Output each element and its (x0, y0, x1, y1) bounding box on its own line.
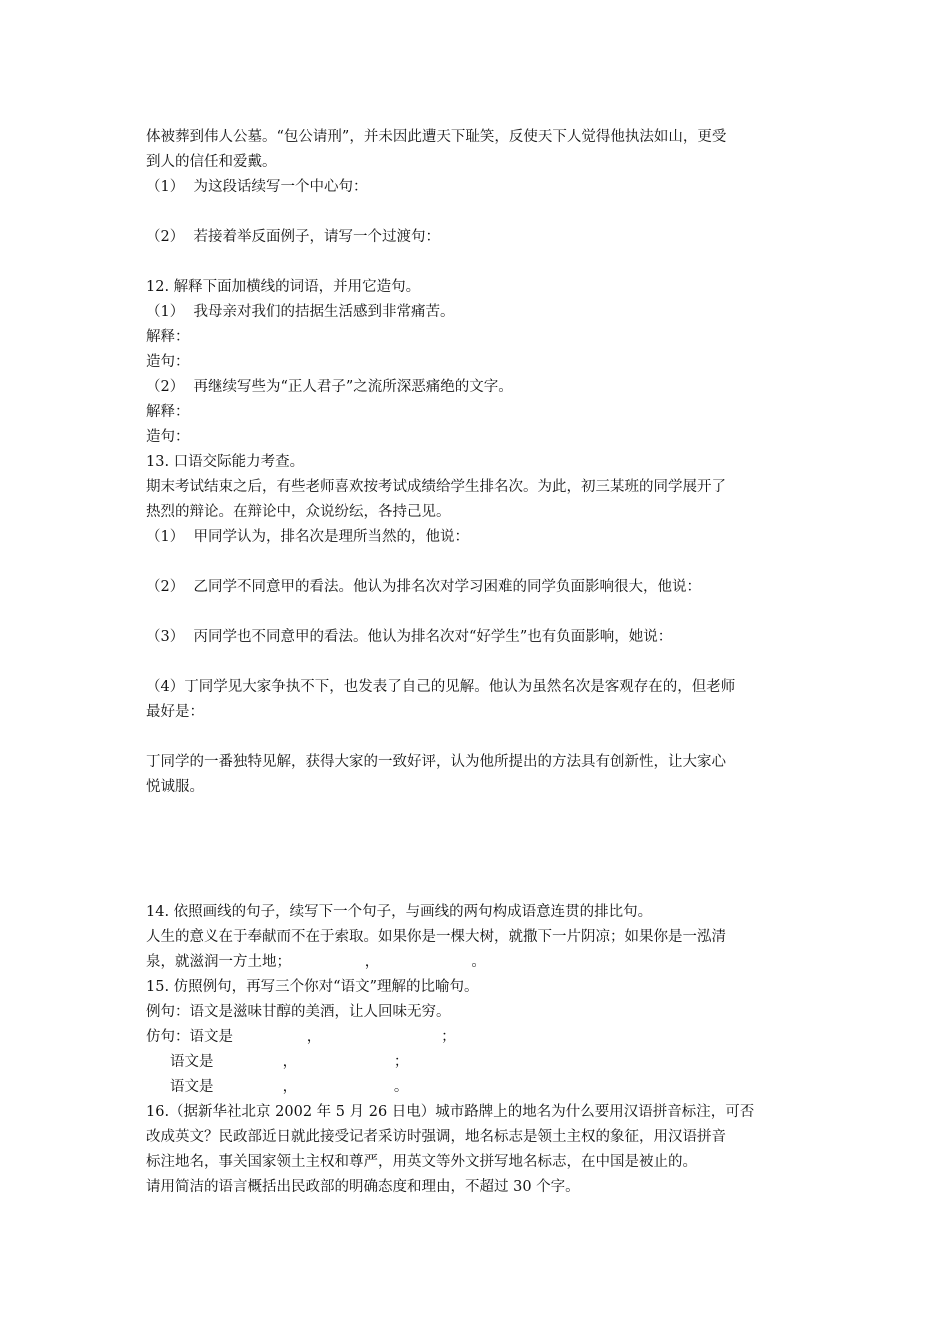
paragraph-line: 请用简洁的语言概括出民政部的明确态度和理由，不超过 30 个字。 (146, 1179, 580, 1195)
paragraph-line: 热烈的辩论。在辩论中，众说纷纭，各持己见。 (146, 504, 451, 520)
question-heading: 15. 仿照例句，再写三个你对“语文”理解的比喻句。 (146, 979, 479, 995)
answer-space (146, 250, 816, 275)
question-item: （2） 再继续写些为“正人君子”之流所深恶痛绝的文字。 (146, 379, 513, 395)
question-heading: 13. 口语交际能力考查。 (146, 454, 305, 470)
question-item: （3） 丙同学也不同意甲的看法。他认为排名次对“好学生”也有负面影响，她说： (146, 629, 673, 645)
answer-space (146, 550, 816, 575)
answer-label: 解释： (146, 404, 190, 420)
paragraph-line: 体被葬到伟人公墓。“包公请刑”，并未因此遭天下耻笑，反使天下人觉得他执法如山，更受 (146, 129, 727, 145)
imitation-sentence: 仿句：语文是 ， ； (146, 1029, 456, 1045)
imitation-sentence: 语文是 ， ； (170, 1054, 409, 1070)
answer-label: 造句： (146, 354, 190, 370)
question-item: （4）丁同学见大家争执不下，也发表了自己的见解。他认为虽然名次是客观存在的，但老师 (146, 679, 736, 695)
paragraph-line: 标注地名，事关国家领土主权和尊严，用英文等外文拼写地名标志，在中国是被止的。 (146, 1154, 697, 1170)
answer-space (146, 600, 816, 625)
question-item: （1） 我母亲对我们的拮据生活感到非常痛苦。 (146, 304, 455, 320)
question-heading: 16.（据新华社北京 2002 年 5 月 26 日电）城市路牌上的地名为什么要用汉语拼音标注，可否 (146, 1104, 755, 1120)
question-heading: 14. 依照画线的句子，续写下一个句子，与画线的两句构成语意连贯的排比句。 (146, 904, 653, 920)
question-item: （1） 甲同学认为，排名次是理所当然的，他说： (146, 529, 469, 545)
answer-label: 解释： (146, 329, 190, 345)
question-item: （2） 乙同学不同意甲的看法。他认为排名次对学习困难的同学负面影响很大，他说： (146, 579, 701, 595)
answer-label: 造句： (146, 429, 190, 445)
answer-space (146, 800, 816, 900)
question-heading: 12. 解释下面加横线的词语，并用它造句。 (146, 279, 421, 295)
paragraph-line: 人生的意义在于奉献而不在于索取。如果你是一棵大树，就撒下一片阴凉；如果你是一泓清 (146, 929, 726, 945)
question-item: （1） 为这段话续写一个中心句： (146, 179, 368, 195)
document-page (146, 125, 816, 1200)
answer-space (146, 200, 816, 225)
paragraph-line: 改成英文？民政部近日就此接受记者采访时强调，地名标志是领土主权的象征，用汉语拼音 (146, 1129, 726, 1145)
paragraph-line: 泉，就滋润一方土地； ， 。 (146, 954, 486, 970)
imitation-sentence: 语文是 ， 。 (170, 1079, 409, 1095)
answer-space (146, 725, 816, 750)
example-sentence: 例句：语文是滋味甘醇的美酒，让人回味无穷。 (146, 1004, 451, 1020)
answer-space (146, 650, 816, 675)
question-item: （2） 若接着举反面例子，请写一个过渡句： (146, 229, 440, 245)
paragraph-line: 悦诚服。 (146, 779, 204, 795)
paragraph-line: 期末考试结束之后，有些老师喜欢按考试成绩给学生排名次。为此，初三某班的同学展开了 (146, 479, 726, 495)
paragraph-line: 丁同学的一番独特见解，获得大家的一致好评，认为他所提出的方法具有创新性，让大家心 (146, 754, 726, 770)
paragraph-line: 最好是： (146, 704, 204, 720)
paragraph-line: 到人的信任和爱戴。 (146, 154, 277, 170)
